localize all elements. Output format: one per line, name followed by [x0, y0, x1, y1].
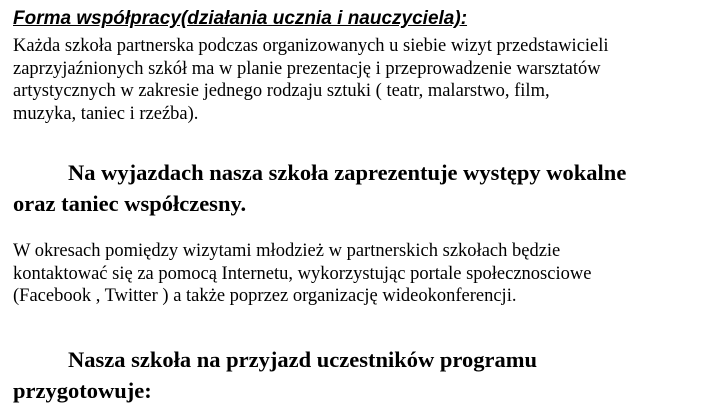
- paragraph-line: zaprzyjaźnionych szkół ma w planie prezentację i przeprowadzenie warsztatów: [13, 58, 601, 79]
- trip-performance-statement: [13, 157, 626, 219]
- paragraph-line: artystycznych w zakresie jednego rodzaju sztuki ( teatr, malarstwo, film,: [13, 81, 550, 101]
- section-heading: Forma współpracy(działania ucznia i nauczyciela):: [13, 8, 468, 29]
- statement-line: Nasza szkoła na przyjazd uczestników programu: [68, 347, 537, 372]
- communication-paragraph: [13, 240, 591, 308]
- paragraph-line: Każda szkoła partnerska podczas organizowanych u siebie wizyt przedstawicieli: [13, 36, 609, 56]
- statement-line: oraz taniec współczesny.: [13, 191, 247, 216]
- statement-line: przygotowuje:: [13, 378, 152, 403]
- statement-line: Na wyjazdach nasza szkoła zaprezentuje występy wokalne: [68, 160, 627, 185]
- paragraph-line: (Facebook , Twitter ) a także poprzez organizację wideokonferencji.: [13, 286, 517, 306]
- intro-paragraph: [13, 35, 609, 125]
- paragraph-line: kontaktować się za pomocą Internetu, wykorzystując portale społecznosciowe: [13, 263, 592, 284]
- paragraph-line: muzyka, taniec i rzeźba).: [13, 103, 199, 124]
- hosting-preparation-statement: [13, 344, 537, 406]
- paragraph-line: W okresach pomiędzy wizytami młodzież w partnerskich szkołach będzie: [13, 241, 561, 261]
